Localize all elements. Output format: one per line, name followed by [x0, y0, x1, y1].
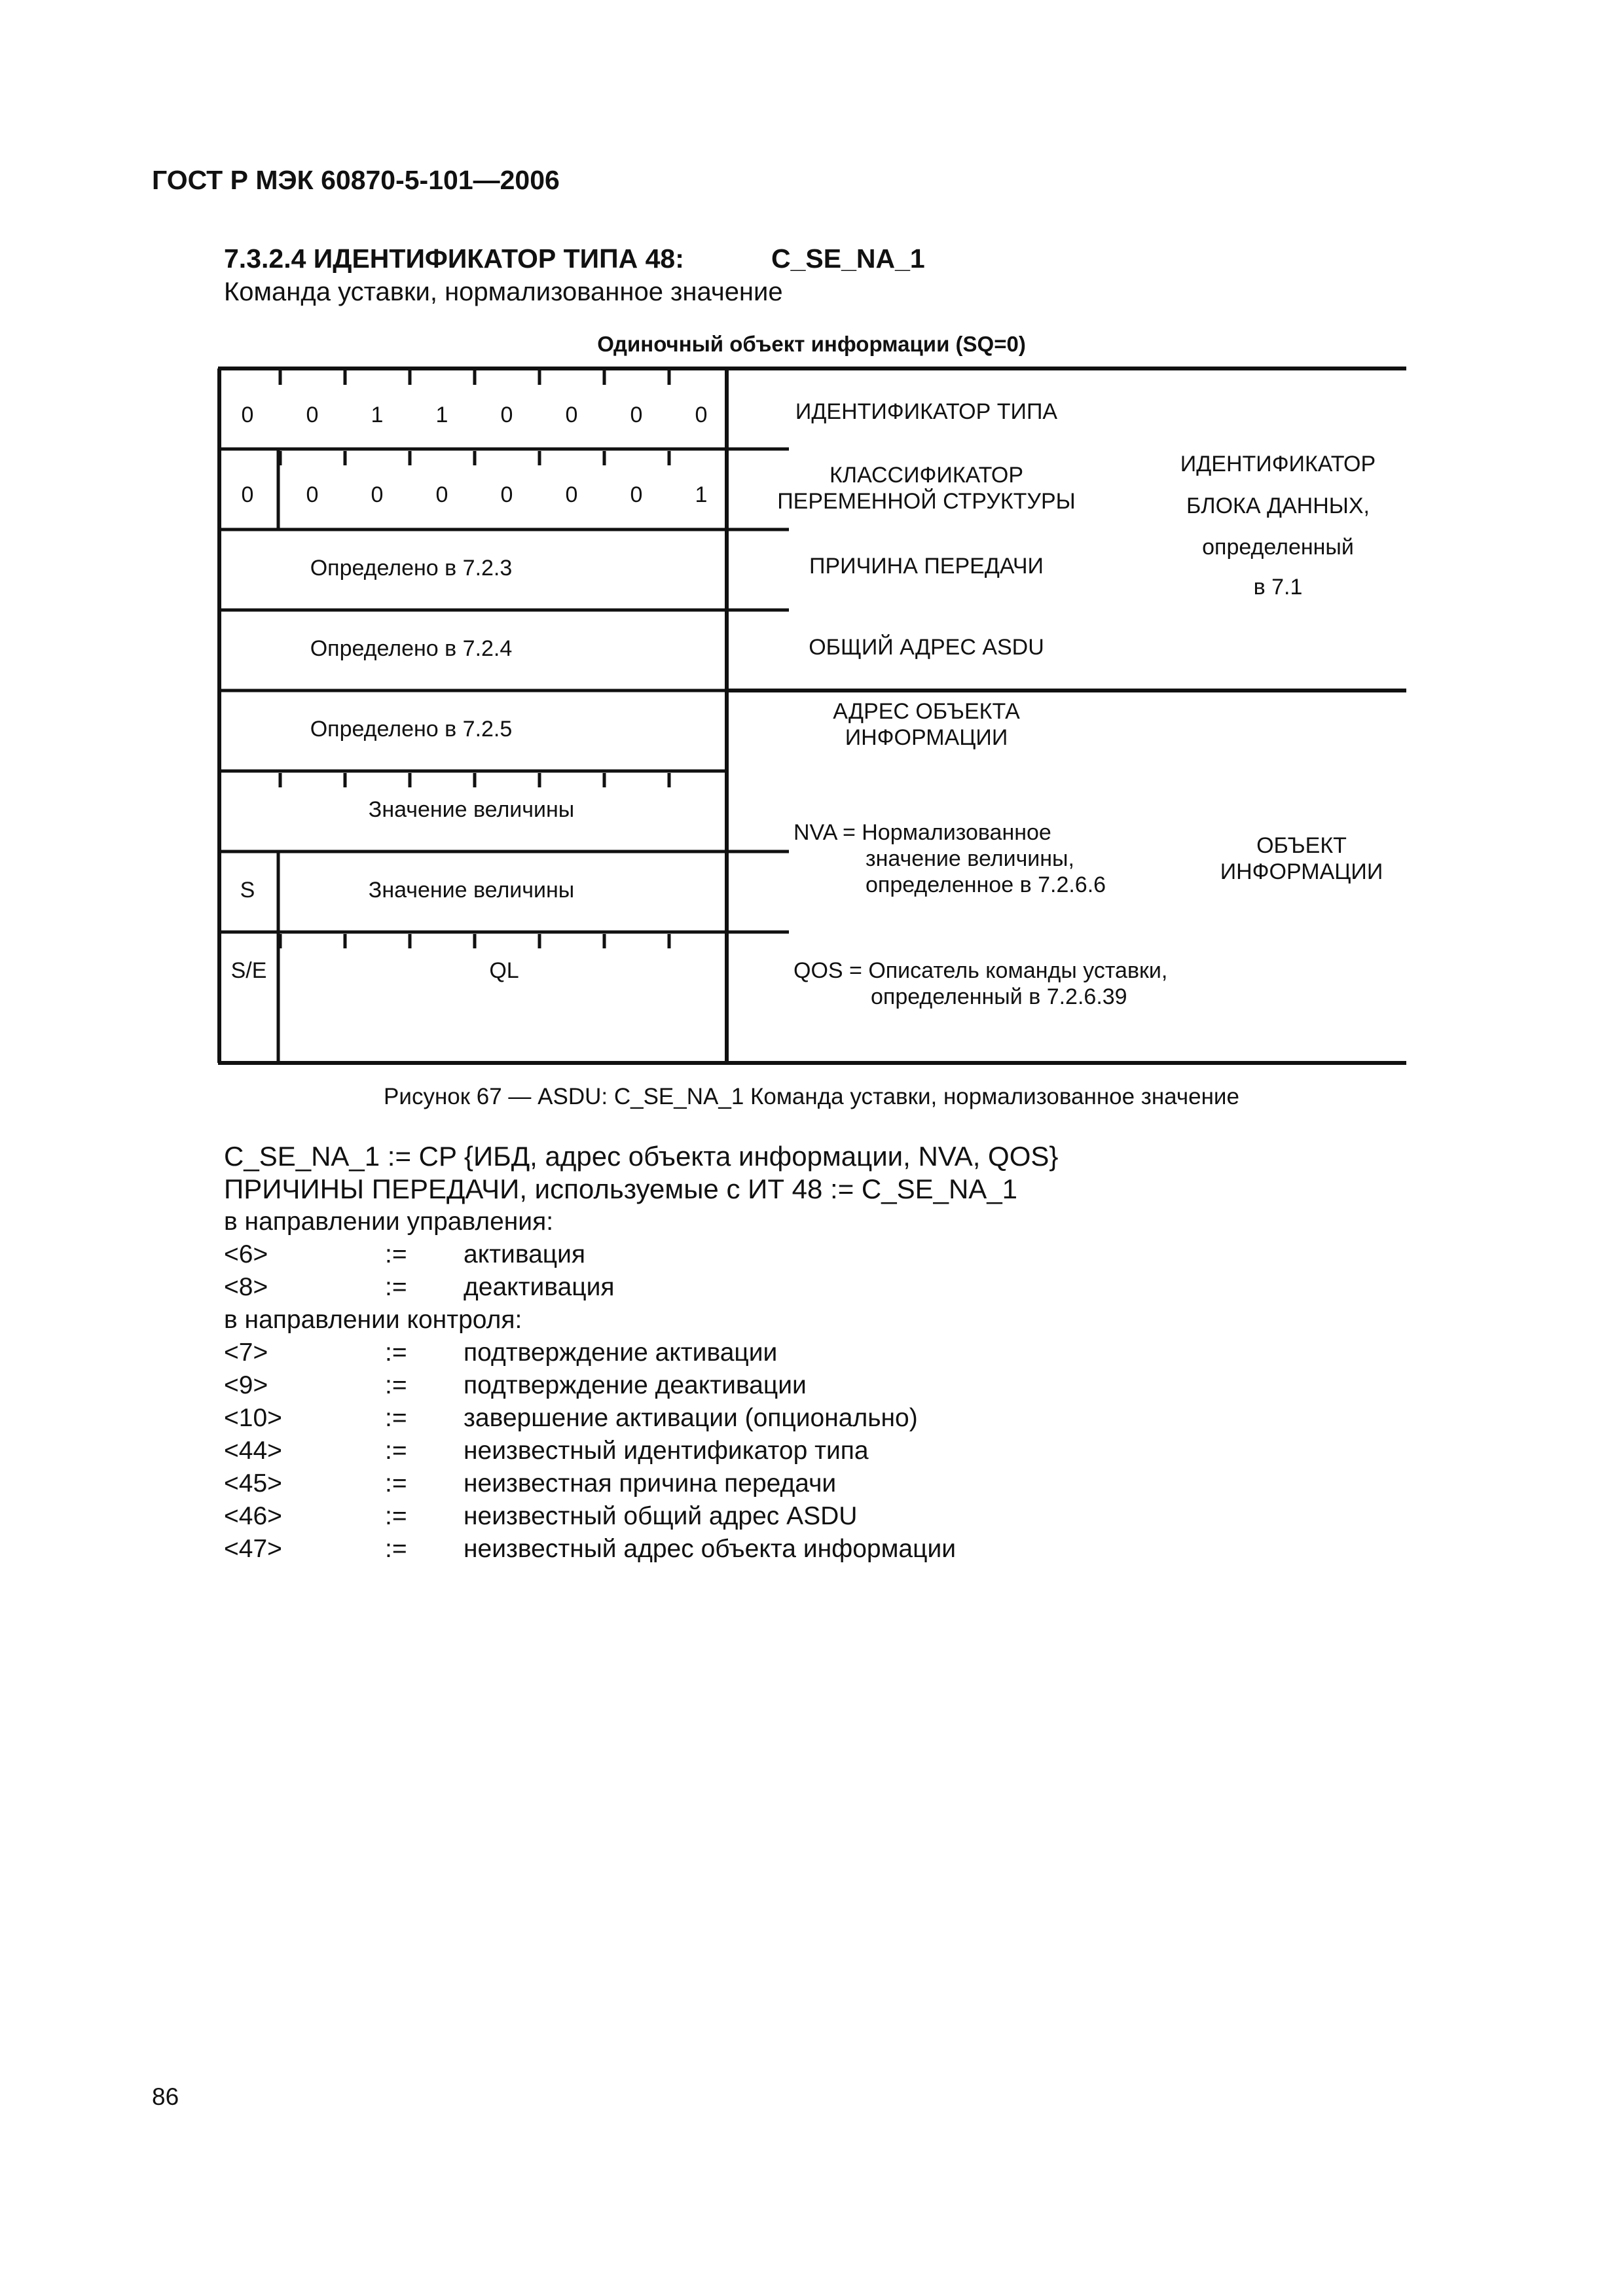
row2-bits-cell: 0	[435, 482, 448, 507]
label-ioa-line1: АДРЕС ОБЪЕКТА	[833, 699, 1020, 724]
document-header: ГОСТ Р МЭК 60870-5-101—2006	[152, 165, 560, 195]
cause-assign: :=	[385, 1240, 407, 1268]
cause-code: <45>	[224, 1469, 282, 1498]
row1-bits-cell: 0	[695, 403, 708, 427]
section-number: 7.3.2.4 ИДЕНТИФИКАТОР ТИПА 48:	[224, 243, 684, 274]
row2-bits-cell: 0	[371, 482, 384, 507]
label-nva-line2: значение величины,	[866, 846, 1074, 871]
label-cot: ПРИЧИНА ПЕРЕДАЧИ	[809, 554, 1044, 579]
cause-assign: :=	[385, 1469, 407, 1498]
page-number: 86	[152, 2083, 179, 2110]
cause-code: <6>	[224, 1240, 268, 1268]
row8-se: S/E	[230, 958, 267, 983]
direction-monitor: в направлении контроля:	[224, 1306, 522, 1334]
label-obj-line1: ОБЪЕКТ	[1256, 833, 1347, 858]
row1-bits-cell: 1	[371, 403, 384, 427]
label-vsq-line2: ПЕРЕМЕННОЙ СТРУКТУРЫ	[777, 489, 1076, 514]
cause-assign: :=	[385, 1404, 407, 1432]
row2-bits-cell: 0	[565, 482, 578, 507]
row1-bits-cell: 0	[630, 403, 643, 427]
cause-desc: активация	[464, 1240, 586, 1268]
label-nva-line3: определенное в 7.2.6.6	[866, 872, 1106, 897]
cause-assign: :=	[385, 1338, 407, 1367]
cause-desc: завершение активации (опционально)	[464, 1404, 918, 1432]
label-type-id: ИДЕНТИФИКАТОР ТИПА	[795, 399, 1058, 424]
label-obj-line2: ИНФОРМАЦИИ	[1220, 859, 1383, 884]
label-dui-line2: БЛОКА ДАННЫХ,	[1186, 493, 1370, 518]
row1-bits-cell: 0	[500, 403, 513, 427]
cause-code: <44>	[224, 1437, 282, 1465]
cause-code: <9>	[224, 1371, 268, 1399]
label-dui-line3: определенный	[1202, 535, 1354, 560]
cause-desc: деактивация	[464, 1273, 615, 1301]
label-nva-line1: NVA = Нормализованное	[793, 820, 1051, 845]
row1-bits-cell: 0	[241, 403, 254, 427]
row4-text: Определено в 7.2.4	[310, 636, 513, 661]
cause-code: <46>	[224, 1502, 282, 1530]
cause-assign: :=	[385, 1273, 407, 1301]
cause-code: <8>	[224, 1273, 268, 1301]
cause-desc: подтверждение активации	[464, 1338, 778, 1367]
cause-desc: подтверждение деактивации	[464, 1371, 807, 1399]
row2-bits-cell: 0	[500, 482, 513, 507]
section-subtitle: Команда уставки, нормализованное значение	[224, 278, 783, 306]
row8-ql: QL	[489, 958, 519, 983]
label-asdu: ОБЩИЙ АДРЕС ASDU	[809, 635, 1044, 660]
formula-causes: ПРИЧИНЫ ПЕРЕДАЧИ, используемые с ИТ 48 := C_SE_NA_1	[224, 1174, 1018, 1204]
row2-bits-cell: 0	[630, 482, 643, 507]
label-qos-line1: QOS = Описатель команды уставки,	[793, 958, 1168, 983]
figure-caption: Рисунок 67 — ASDU: C_SE_NA_1 Команда уставки, нормализованное значение	[384, 1084, 1239, 1109]
cause-assign: :=	[385, 1371, 407, 1399]
label-dui-line1: ИДЕНТИФИКАТОР	[1180, 452, 1376, 476]
asdu-diagram	[0, 0, 1623, 1086]
diagram-title: Одиночный объект информации (SQ=0)	[597, 332, 1026, 356]
row2-bits-cell: 0	[306, 482, 319, 507]
direction-control: в направлении управления:	[224, 1208, 554, 1236]
formula-definition: C_SE_NA_1 := CP {ИБД, адрес объекта информации, NVA, QOS}	[224, 1141, 1059, 1172]
cause-assign: :=	[385, 1502, 407, 1530]
row6-text: Значение величины	[368, 797, 575, 822]
cause-assign: :=	[385, 1437, 407, 1465]
cause-desc: неизвестный идентификатор типа	[464, 1437, 869, 1465]
row3-text: Определено в 7.2.3	[310, 556, 513, 581]
row2-bits-cell: 1	[695, 482, 708, 507]
row1-bits-cell: 1	[435, 403, 448, 427]
label-dui-line4: в 7.1	[1253, 575, 1303, 600]
section-code: C_SE_NA_1	[771, 243, 925, 274]
row5-text: Определено в 7.2.5	[310, 717, 513, 742]
row1-bits-cell: 0	[306, 403, 319, 427]
cause-code: <10>	[224, 1404, 282, 1432]
label-ioa-line2: ИНФОРМАЦИИ	[845, 725, 1008, 750]
row2-bits-cell: 0	[241, 482, 254, 507]
cause-code: <47>	[224, 1535, 282, 1563]
cause-desc: неизвестная причина передачи	[464, 1469, 837, 1498]
label-vsq-line1: КЛАССИФИКАТОР	[829, 463, 1024, 488]
cause-assign: :=	[385, 1535, 407, 1563]
row7-sign: S	[240, 878, 255, 903]
row7-text: Значение величины	[368, 878, 575, 903]
cause-code: <7>	[224, 1338, 268, 1367]
row1-bits-cell: 0	[565, 403, 578, 427]
cause-desc: неизвестный общий адрес ASDU	[464, 1502, 858, 1530]
cause-desc: неизвестный адрес объекта информации	[464, 1535, 957, 1563]
label-qos-line2: определенный в 7.2.6.39	[871, 984, 1127, 1009]
